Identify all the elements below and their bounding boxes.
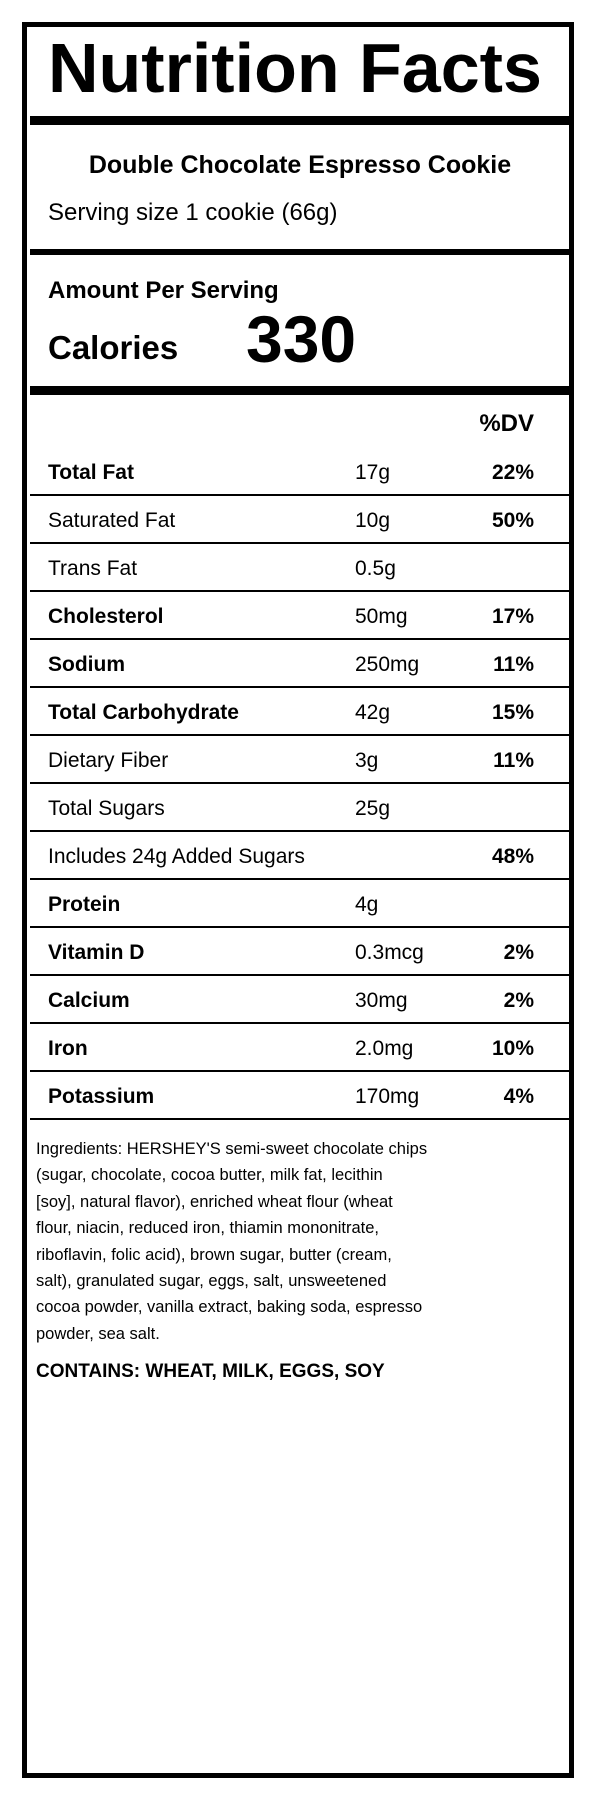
calories-label: Calories bbox=[48, 329, 179, 366]
nutrient-amount: 170mg bbox=[355, 1085, 420, 1108]
nutrient-dv: 11% bbox=[493, 653, 534, 676]
nutrient-name: Vitamin D bbox=[48, 941, 145, 964]
nutrient-dv: 2% bbox=[503, 941, 534, 964]
nutrient-table bbox=[30, 448, 570, 1120]
nutrient-row bbox=[30, 592, 570, 640]
nutrient-amount: 250mg bbox=[355, 653, 420, 676]
nutrient-row bbox=[30, 784, 570, 832]
nutrient-name: Calcium bbox=[48, 989, 130, 1012]
nutrient-name: Sodium bbox=[48, 653, 125, 676]
serving-size: Serving size 1 cookie (66g) bbox=[48, 199, 338, 226]
nutrient-amount: 2.0mg bbox=[355, 1037, 414, 1060]
nutrient-name: Saturated Fat bbox=[48, 509, 176, 532]
divider-thick-calories bbox=[30, 386, 570, 395]
nutrient-row bbox=[30, 640, 570, 688]
nutrient-dv: 4% bbox=[503, 1085, 534, 1108]
nutrient-name: Trans Fat bbox=[48, 557, 138, 580]
nutrient-dv: 50% bbox=[491, 509, 534, 532]
ingredients-line: Ingredients: HERSHEY'S semi-sweet chocolate chips bbox=[36, 1140, 428, 1158]
nutrient-name: Dietary Fiber bbox=[48, 749, 169, 772]
nutrient-dv: 2% bbox=[503, 989, 534, 1012]
nutrient-name: Includes 24g Added Sugars bbox=[48, 845, 305, 868]
nutrient-row bbox=[30, 688, 570, 736]
nutrient-row bbox=[30, 544, 570, 592]
ingredients-line: powder, sea salt. bbox=[36, 1324, 160, 1343]
allergen-statement: CONTAINS: WHEAT, MILK, EGGS, SOY bbox=[36, 1361, 385, 1382]
nutrient-row bbox=[30, 496, 570, 544]
ingredients-text bbox=[36, 1136, 436, 1347]
nutrient-name: Iron bbox=[48, 1037, 88, 1060]
amount-per-serving: Amount Per Serving bbox=[48, 277, 279, 304]
nutrient-row bbox=[30, 832, 570, 880]
nutrient-amount: 50mg bbox=[355, 605, 408, 628]
divider-serving bbox=[30, 249, 570, 255]
ingredients-line: riboflavin, folic acid), brown sugar, butter (cream, bbox=[36, 1245, 392, 1264]
ingredients-line: flour, niacin, reduced iron, thiamin mononitrate, bbox=[36, 1219, 380, 1238]
nutrient-row bbox=[30, 1024, 570, 1072]
nutrient-name: Total Fat bbox=[48, 461, 134, 484]
nutrient-dv: 17% bbox=[491, 605, 534, 628]
divider-thick-top bbox=[30, 116, 570, 125]
nutrient-dv: 48% bbox=[491, 845, 534, 868]
ingredients-line: cocoa powder, vanilla extract, baking soda, espresso bbox=[36, 1298, 423, 1317]
nutrient-amount: 17g bbox=[355, 461, 391, 484]
nutrient-row bbox=[30, 1072, 570, 1120]
nutrient-name: Total Sugars bbox=[48, 797, 165, 820]
nutrient-name: Protein bbox=[48, 893, 121, 916]
nutrient-dv: 22% bbox=[491, 461, 534, 484]
nutrient-dv: 11% bbox=[493, 749, 534, 772]
nutrient-amount: 3g bbox=[355, 749, 379, 772]
daily-value-header: %DV bbox=[479, 410, 534, 437]
nutrient-row bbox=[30, 448, 570, 496]
nutrient-dv: 10% bbox=[491, 1037, 534, 1060]
ingredients-line: (sugar, chocolate, cocoa butter, milk fat, lecithin bbox=[36, 1166, 383, 1185]
nutrient-name: Total Carbohydrate bbox=[48, 701, 239, 724]
product-name: Double Chocolate Espresso Cookie bbox=[88, 151, 512, 179]
nutrient-name: Potassium bbox=[48, 1085, 155, 1108]
calories-value: 330 bbox=[246, 302, 357, 376]
nutrient-amount: 0.3mcg bbox=[355, 941, 424, 964]
nutrient-row bbox=[30, 928, 570, 976]
nutrient-amount: 42g bbox=[355, 701, 391, 724]
label-title: Nutrition Facts bbox=[48, 29, 542, 107]
nutrient-amount: 4g bbox=[355, 893, 379, 916]
nutrient-amount: 10g bbox=[355, 509, 391, 532]
nutrient-row bbox=[30, 976, 570, 1024]
nutrient-amount: 25g bbox=[355, 797, 391, 820]
nutrient-name: Cholesterol bbox=[48, 605, 164, 628]
nutrient-dv: 15% bbox=[491, 701, 534, 724]
nutrient-amount: 30mg bbox=[355, 989, 408, 1012]
nutrient-row bbox=[30, 880, 570, 928]
ingredients-line: [soy], natural flavor), enriched wheat flour (wheat bbox=[36, 1192, 393, 1211]
nutrient-row bbox=[30, 736, 570, 784]
ingredients-line: salt), granulated sugar, eggs, salt, unsweetened bbox=[36, 1272, 387, 1291]
nutrient-amount: 0.5g bbox=[355, 557, 396, 580]
